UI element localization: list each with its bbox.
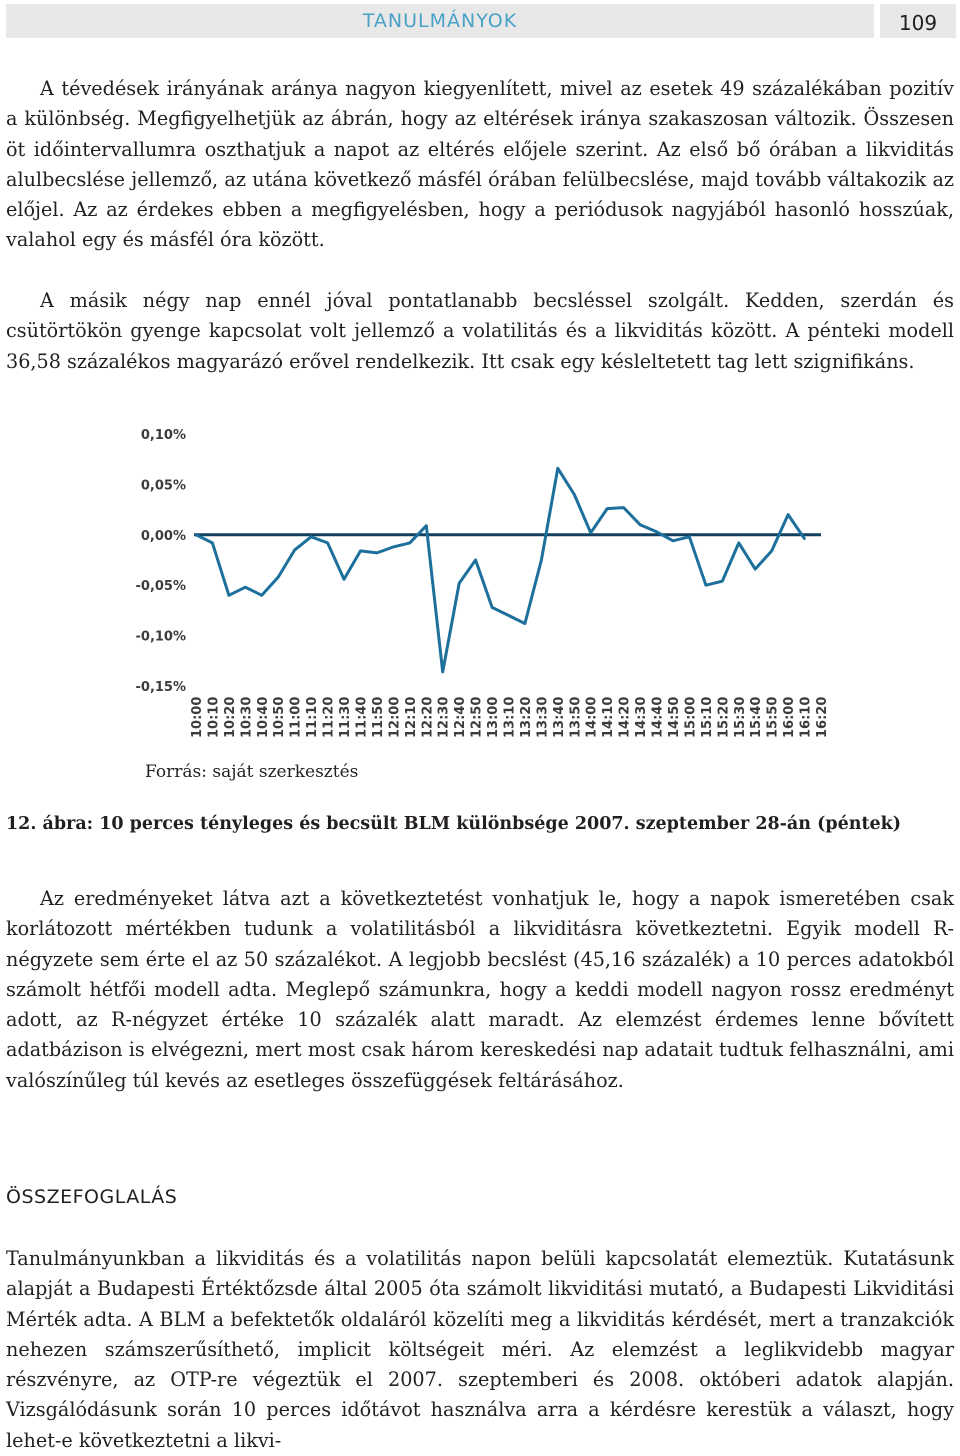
x-tick-label: 13:20 [518, 696, 534, 738]
x-tick-label: 16:10 [798, 696, 814, 738]
x-tick-label: 11:40 [354, 696, 370, 738]
x-tick-label: 15:10 [699, 696, 715, 738]
x-tick-label: 12:30 [436, 696, 452, 738]
section-heading: ÖSSZEFOGLALÁS [6, 1186, 178, 1208]
x-tick-label: 13:30 [535, 696, 551, 738]
x-tick-label: 15:30 [732, 696, 748, 738]
data-point [261, 594, 263, 596]
x-tick-label: 12:40 [453, 696, 469, 738]
data-point [573, 493, 575, 495]
x-tick-label: 13:10 [502, 696, 518, 738]
data-point [770, 550, 772, 552]
line-chart [128, 418, 838, 748]
data-point [244, 586, 246, 588]
x-tick-label: 10:30 [239, 696, 255, 738]
x-tick-label: 15:00 [683, 696, 699, 738]
x-tick-label: 14:20 [617, 696, 633, 738]
paragraph-1-text: A tévedések irányának aránya nagyon kiegyenlített, mivel az esetek 49 százalékában pozitív a különbség. Megfigyelhetjük az ábrán, hogy az eltérések iránya szakaszosan változik. Összesen öt időintervallumra oszthatjuk a napot az eltérés előjele szerint. Az első bő órában a likviditás alulbecslése jellemző, az utána következő másfél órában felülbecslése, majd tovább váltakozik az előjel. Az az érdekes ebben a megfigyelésben, hogy a periódusok nagyjából hasonló hosszúak, valahol egy és másfél óra között. [6, 77, 954, 252]
data-point [507, 614, 509, 616]
x-tick-label: 16:00 [782, 696, 798, 738]
x-tick-label: 15:40 [749, 696, 765, 738]
running-header [6, 4, 874, 38]
x-tick-label: 16:20 [815, 696, 830, 738]
data-point [442, 671, 444, 673]
y-tick-label: -0,10% [135, 629, 186, 645]
x-tick-label: 14:30 [634, 696, 650, 738]
x-tick-label: 13:50 [568, 696, 584, 738]
x-tick-label: 10:10 [206, 696, 222, 738]
data-point [540, 559, 542, 561]
data-point [524, 622, 526, 624]
x-tick-label: 14:40 [650, 696, 666, 738]
x-tick-label: 11:30 [338, 696, 354, 738]
x-tick-label: 11:10 [305, 696, 321, 738]
data-point [557, 467, 559, 469]
data-point [787, 513, 789, 515]
x-tick-label: 10:20 [222, 696, 238, 738]
x-tick-label: 12:00 [387, 696, 403, 738]
x-tick-label: 13:00 [486, 696, 502, 738]
data-point [392, 546, 394, 548]
data-point [409, 542, 411, 544]
paragraph-4-text: Tanulmányunkban a likviditás és a volatilitás napon belüli kapcsolatát elemeztük. Kutatásunk alapját a Budapesti Értéktőzsde által 2005 óta számolt likviditási mutató, a Budapesti Likviditási Mérték adta. A BLM a befektetők oldaláról közelíti meg a likviditás kérdését, mert a tranzakciók nehezen számszerűsíthető, implicit költségeit méri. Az elemzést a leglikvidebb magyar részvényre, az OTP-re végeztük el 2007. szeptemberi és 2008. októberi adatok alapján. Vizsgálódásunk során 10 perces időtávot használva arra a kérdésre kerestük a választ, hogy lehet-e következtetni a likvi- [6, 1247, 954, 1452]
data-point [474, 559, 476, 561]
data-point [211, 542, 213, 544]
x-tick-label: 11:50 [370, 696, 386, 738]
data-point [622, 506, 624, 508]
data-point [754, 568, 756, 570]
data-point [310, 536, 312, 538]
y-tick-label: 0,00% [140, 528, 186, 544]
paragraph-3-text: Az eredményeket látva azt a következtetést vonhatjuk le, hogy a napok ismeretében csak korlátozott mértékben tudunk a volatilitásból a likviditásra következtetni. Egyik modell R-négyzete sem érte el az 50 százalékot. A legjobb becslést (45,16 százalék) a 10 perces adatokból számolt hétfői modell adta. Meglepő számunkra, hogy a keddi modell nagyon rossz eredményt adott, az R-négyzet értéke 10 százalék alatt maradt. Az elemzést érdemes lenne bővített adatbázison is elvégezni, mert most csak három kereskedési nap adatait tudtuk felhasználni, ami valószínűleg túl kevés az esetleges összefüggések feltárásához. [6, 887, 954, 1092]
figure-source: Forrás: saját szerkesztés [145, 762, 359, 782]
data-point [228, 594, 230, 596]
figure-caption: 12. ábra: 10 perces tényleges és becsült BLM különbsége 2007. szeptember 28-án (péntek) [6, 814, 902, 834]
series-line [196, 468, 805, 672]
data-point [359, 550, 361, 552]
x-tick-label: 11:00 [288, 696, 304, 738]
data-point [590, 532, 592, 534]
x-tick-label: 12:20 [420, 696, 436, 738]
paragraph-1 [6, 74, 954, 256]
x-tick-label: 14:50 [666, 696, 682, 738]
data-point [705, 584, 707, 586]
y-tick-label: -0,05% [135, 579, 186, 595]
x-tick-label: 11:20 [321, 696, 337, 738]
data-point [458, 582, 460, 584]
data-point [343, 578, 345, 580]
x-tick-label: 10:50 [272, 696, 288, 738]
data-point [425, 525, 427, 527]
data-point [195, 534, 197, 536]
data-point [721, 580, 723, 582]
x-tick-label: 15:20 [716, 696, 732, 738]
header-title: TANULMÁNYOK [362, 10, 518, 32]
paragraph-2-text: A másik négy nap ennél jóval pontatlanabb becsléssel szolgált. Kedden, szerdán és csütörtökön gyenge kapcsolat volt jellemző a volatilitás és a likviditás között. A pénteki modell 36,58 százalékos magyarázó erővel rendelkezik. Itt csak egy késleltetett tag lett szignifikáns. [6, 289, 954, 373]
data-point [688, 536, 690, 538]
data-point [277, 576, 279, 578]
x-tick-label: 12:10 [403, 696, 419, 738]
y-tick-label: 0,05% [140, 478, 186, 494]
x-tick-label: 15:50 [765, 696, 781, 738]
page-number: 109 [880, 4, 956, 38]
data-point [672, 540, 674, 542]
data-point [326, 542, 328, 544]
x-tick-label: 13:40 [551, 696, 567, 738]
y-tick-label: 0,10% [140, 428, 186, 443]
x-tick-label: 10:00 [190, 696, 205, 738]
data-point [655, 531, 657, 533]
data-point [803, 538, 805, 540]
data-point [639, 524, 641, 526]
y-tick-label: -0,15% [135, 680, 186, 695]
x-tick-label: 14:00 [584, 696, 600, 738]
x-tick-label: 10:40 [255, 696, 271, 738]
data-point [606, 507, 608, 509]
x-tick-label: 14:10 [601, 696, 617, 738]
x-tick-label: 12:50 [469, 696, 485, 738]
paragraph-2 [6, 286, 954, 377]
data-point [293, 549, 295, 551]
paragraph-4 [6, 1244, 954, 1456]
data-point [376, 552, 378, 554]
paragraph-3 [6, 884, 954, 1096]
data-point [491, 606, 493, 608]
data-point [738, 542, 740, 544]
